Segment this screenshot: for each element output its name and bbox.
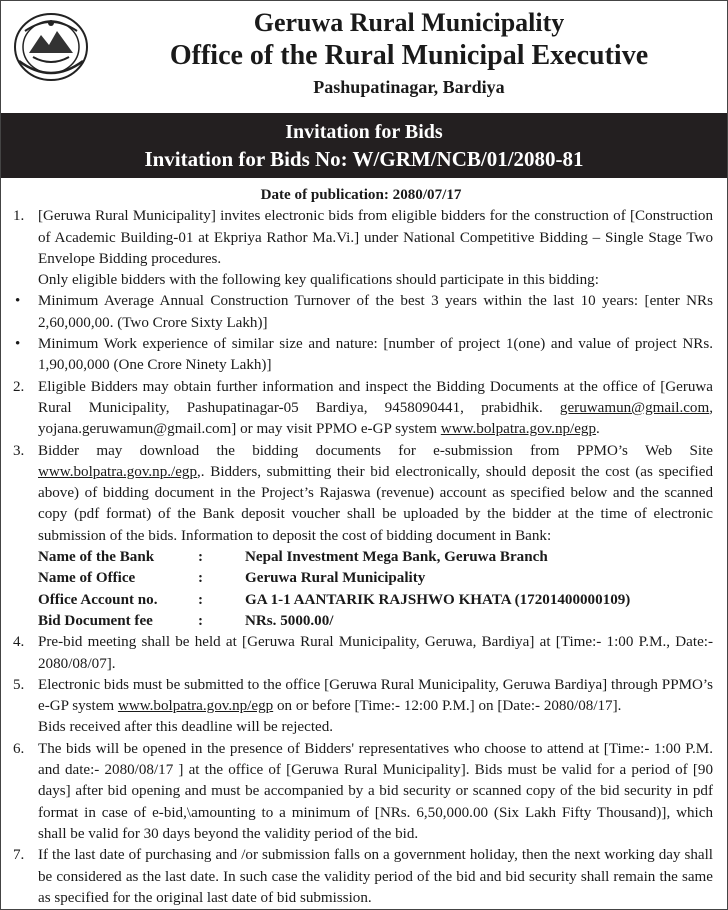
item-number: 3. bbox=[13, 442, 25, 459]
email-link[interactable]: geruwamun@gmail.com bbox=[559, 399, 710, 416]
list-item-7 bbox=[9, 845, 713, 909]
nepal-emblem-icon bbox=[11, 11, 91, 83]
bank-value: NRs. 5000.00/ bbox=[245, 612, 334, 629]
item-text: [Geruwa Rural Municipality] invites electronic bids from eligible bidders for the construction of [Construction of Academic Building-01 at Ekpriya Rathor Ma.Vi.] under National Competitive Bidding – Single Stage Two Envelope Bidding procedures. bbox=[38, 208, 713, 267]
office-address: Pashupatinagar, Bardiya bbox=[313, 77, 505, 97]
title-banner bbox=[1, 113, 727, 178]
municipality-name: Geruwa Rural Municipality bbox=[253, 8, 565, 37]
item-text: Electronic bids must be submitted to the office [Geruwa Rural Municipality, Geruwa Bardiya] through PPMO’s e-GP system bbox=[38, 676, 713, 715]
item-number: 2. bbox=[13, 378, 25, 395]
eligibility-intro: Only eligible bidders with the following key qualifications should participate in this bidding: bbox=[38, 272, 599, 289]
item-number: 5. bbox=[13, 676, 25, 693]
item-text: Minimum Work experience of similar size and nature: [number of project 1(one) and value of project NRs. 1,90,00,000 (One Crore Ninety Lakh)] bbox=[38, 336, 713, 374]
bullet-icon: • bbox=[15, 293, 21, 310]
publication-date: Date of publication: 2080/07/17 bbox=[260, 187, 462, 203]
list-item-1 bbox=[9, 206, 713, 270]
bank-colon: : bbox=[198, 591, 204, 608]
bolpatra-link[interactable]: www.bolpatra.gov.np./egp bbox=[38, 463, 198, 480]
item-text: . bbox=[596, 421, 600, 438]
item-text: Bids received after this deadline will be rejected. bbox=[38, 719, 334, 736]
item-number: 7. bbox=[13, 847, 25, 864]
notice-title: Invitation for Bids bbox=[285, 121, 443, 143]
item-text: on or before [Time:- 12:00 P.M.] on [Date:- 2080/08/17]. bbox=[273, 698, 622, 715]
item-text: If the last date of purchasing and /or submission falls on a government holiday, then the next working day shall be considered as the last date. In such case the validity period of the bid and bid security shall remain the same as specified for the original last date of bid submission. bbox=[38, 847, 713, 906]
list-item-2 bbox=[9, 377, 713, 441]
bank-key: Name of the Bank bbox=[38, 549, 155, 566]
egp-link[interactable]: www.bolpatra.gov.np/egp bbox=[117, 698, 274, 715]
list-item-3 bbox=[9, 441, 713, 547]
bank-colon: : bbox=[198, 549, 204, 566]
item-number: 4. bbox=[13, 634, 25, 651]
bank-value: Nepal Investment Mega Bank, Geruwa Branch bbox=[245, 549, 548, 566]
egp-link[interactable]: www.bolpatra.gov.np/egp bbox=[440, 421, 597, 438]
item-text: Bidder may download the bidding documents for e-submission from PPMO’s Web Site bbox=[38, 442, 713, 459]
item-number: 1. bbox=[13, 208, 25, 225]
item-text: Pre-bid meeting shall be held at [Geruwa Rural Municipality, Geruwa, Bardiya] at [Time:- 1:00 P.M., Date:- 2080/08/07]. bbox=[38, 634, 713, 672]
bullet-item-experience bbox=[9, 334, 713, 377]
bullet-item-turnover bbox=[9, 291, 713, 334]
list-item-6 bbox=[9, 739, 713, 845]
bank-key: Name of Office bbox=[38, 570, 136, 587]
bank-value: GA 1-1 AANTARIK RAJSHWO KHATA (17201400000109) bbox=[245, 591, 631, 608]
item-text: Minimum Average Annual Construction Turnover of the best 3 years within the last 10 years: [enter NRs 2,60,000,00. (Two Crore Sixty Lakh)] bbox=[38, 293, 713, 331]
bank-colon: : bbox=[198, 570, 204, 587]
notice-header bbox=[1, 1, 727, 113]
bid-number: Invitation for Bids No: W/GRM/NCB/01/2080-81 bbox=[144, 147, 584, 171]
bank-row bbox=[9, 590, 713, 611]
bank-colon: : bbox=[198, 612, 204, 629]
item-text: ,. Bidders, submitting their bid electronically, should deposit the cost (as specified above) of bidding document in the Project’s Rajaswa (revenue) account as specified below and the scanned copy (pdf format) of the Bank deposit voucher shall be uploaded by the bidder at the time of electronic submission of the bids. Information to deposit the cost of bidding document in Bank: bbox=[38, 463, 713, 544]
bank-value: Geruwa Rural Municipality bbox=[245, 570, 426, 587]
list-item-4 bbox=[9, 632, 713, 675]
bank-row bbox=[9, 611, 713, 632]
item-text: , yojana.geruwamun@gmail.com] or may visit PPMO e-GP system bbox=[38, 399, 713, 438]
bank-key: Bid Document fee bbox=[38, 612, 153, 629]
notice-body bbox=[1, 185, 727, 909]
item-number: 6. bbox=[13, 740, 25, 757]
office-name: Office of the Rural Municipal Executive bbox=[169, 40, 649, 71]
bank-row bbox=[9, 568, 713, 589]
bank-details bbox=[9, 547, 713, 632]
item-text: The bids will be opened in the presence of Bidders' representatives who choose to attend at [Time:- 1:00 P.M. and date:- 2080/08/17 ] at the office of [Geruwa Rural Municipality]. Bids must be valid for a period of [90 days] after bid opening and must be accompanied by a bid security or scanned copy of the bid security in pdf format in case of e-bid,\amounting to a minimum of [NRs. 6,50,000.00 (Six Lakh Fifty Thousand)], which shall be valid for 30 days beyond the validity period of the bid. bbox=[38, 740, 713, 842]
list-item-5 bbox=[9, 675, 713, 739]
item-text: Eligible Bidders may obtain further information and inspect the Bidding Documents at the office of [Geruwa Rural Municipality, Pashupatinagar-05 Bardiya, 9458090441, prabidhik. bbox=[38, 378, 713, 416]
bank-key: Office Account no. bbox=[38, 591, 158, 608]
bullet-icon: • bbox=[15, 336, 21, 353]
bank-row bbox=[9, 547, 713, 568]
